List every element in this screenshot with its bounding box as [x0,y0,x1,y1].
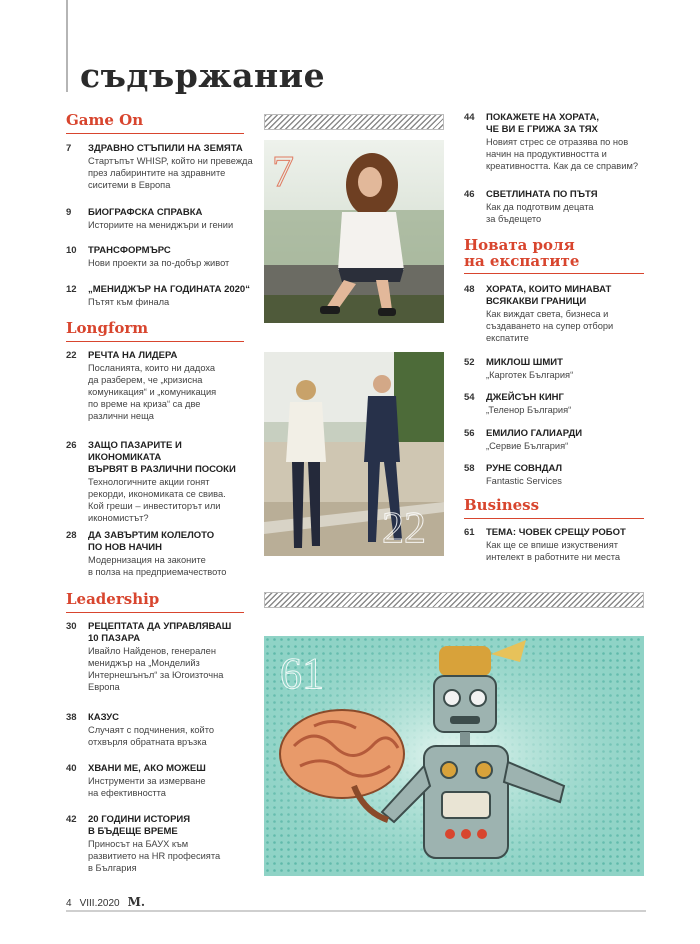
toc-entry[interactable] [464,357,660,381]
entry-title: РЕЧТА НА ЛИДЕРА [88,350,178,361]
entry-description: Как да подготвим децата за бъдещето [486,202,594,224]
page-number: 9 [66,207,72,218]
section-rule [464,273,644,274]
entry-title: ТРАНСФОРМЪРС [88,245,171,256]
entry-description: Fantastic Services [486,476,562,486]
photo-woman-sitting [264,140,444,323]
page-number: 12 [66,284,77,295]
photo-page-number: 7 [272,147,294,196]
section-expats [464,237,644,274]
entry-title: ХВАНИ МЕ, АКО МОЖЕШ [88,763,206,774]
page-number: 26 [66,440,77,451]
entry-description: Инструменти за измерване на ефективността [88,776,206,798]
entry-title: ТЕМА: ЧОВЕК СРЕЩУ РОБОТ [486,527,626,538]
toc-entry[interactable] [66,207,256,231]
entry-title: ЗДРАВНО СТЪПИЛИ НА ЗЕМЯТА [88,143,243,154]
page-title: съдържание [80,56,326,95]
page-number: 58 [464,463,475,474]
toc-entry[interactable] [464,284,660,344]
entry-title: КАЗУС [88,712,120,723]
footer-rule [66,910,646,912]
page-number: 10 [66,245,77,256]
page-number: 54 [464,392,475,403]
toc-entry[interactable] [66,440,256,524]
entry-description: Приносът на БАУХ към развитието на HR професията в България [88,839,221,873]
entry-description: Ивайло Найденов, генерален мениджър на „Монделийз Интернешънъл“ за Югоизточна Европа [88,646,224,692]
toc-entry[interactable] [66,621,256,693]
page-number: 52 [464,357,475,368]
footer-issue: VIII.2020 [79,898,120,909]
hatch-bar [264,114,444,130]
page-footer [66,895,145,909]
entry-title: „МЕНИДЖЪР НА ГОДИНАТА 2020“ [88,284,250,295]
entry-description: Историите на мениджъри и гении [88,220,234,230]
section-rule [66,341,244,342]
title-vertical-rule [66,0,68,92]
section-leadership [66,591,244,613]
section-heading: Longform [66,319,149,337]
entry-title: ХОРАТА, КОИТО МИНАВАТ ВСЯКАКВИ ГРАНИЦИ [486,284,612,307]
toc-entry[interactable] [464,112,660,172]
toc-entry[interactable] [464,189,660,225]
entry-title: РУНЕ СОВНДАЛ [486,463,563,474]
toc-entry[interactable] [464,428,660,452]
entry-title: ПОКАЖЕТЕ НА ХОРАТА, ЧЕ ВИ Е ГРИЖА ЗА ТЯХ [486,112,600,135]
page-number: 40 [66,763,77,774]
entry-description: Пътят към финала [88,297,170,307]
toc-entry[interactable] [464,527,660,563]
entry-description: Как виждат света, бизнеса и създаването на супер отбори експатите [486,309,614,343]
page-number: 30 [66,621,77,632]
section-rule [66,612,244,613]
toc-entry[interactable] [66,530,256,578]
toc-entry[interactable] [66,143,256,191]
entry-title: ДА ЗАВЪРТИМ КОЛЕЛОТО ПО НОВ НАЧИН [88,530,215,553]
photo-leaders-walking [264,352,444,556]
entry-description: „Теленор България“ [486,405,572,415]
page-number: 56 [464,428,475,439]
page-number: 61 [464,527,475,538]
page-number: 42 [66,814,77,825]
page-number: 46 [464,189,475,200]
page-number: 48 [464,284,475,295]
photo-robot-brain [264,636,644,876]
page-number: 38 [66,712,77,723]
section-heading-line2: на експатите [464,252,580,270]
toc-entry[interactable] [464,463,660,487]
photo-page-number: 22 [382,503,426,552]
entry-description: „Сервие България“ [486,441,569,451]
entry-description: Новият стрес се отразява по нов начин на продуктивността и креативността. Как да се справим? [486,137,639,171]
section-rule [66,133,244,134]
entry-title: РЕЦЕПТАТА ДА УПРАВЛЯВАШ 10 ПАЗАРА [88,621,232,644]
section-business [464,497,644,519]
entry-title: МИКЛОШ ШМИТ [486,357,563,368]
entry-description: Посланията, които ни дадоха да разберем, че „кризисна комуникация“ и „комуникация по време на криза“ са две различни неща [88,363,217,421]
toc-entry[interactable] [66,814,256,874]
entry-description: „Карготек България“ [486,370,574,380]
entry-title: 20 ГОДИНИ ИСТОРИЯ В БЪДЕЩЕ ВРЕМЕ [88,814,191,837]
entry-description: Как ще се впише изкуственият интелект в работните ни места [486,540,621,562]
footer-page-number: 4 [66,898,72,909]
hatch-bar [264,592,644,608]
section-heading: Leadership [66,590,160,608]
entry-title: БИОГРАФСКА СПРАВКА [88,207,203,218]
page-number: 22 [66,350,77,361]
section-game-on [66,112,244,134]
page-number: 44 [464,112,475,123]
entry-description: Модернизация на законите в полза на предприемачеството [88,555,227,577]
toc-entry[interactable] [66,245,256,269]
page-number: 28 [66,530,77,541]
entry-description: Случаят с подчинения, който отхвърля обратната връзка [88,725,215,747]
toc-entry[interactable] [464,392,660,416]
section-longform [66,320,244,342]
toc-entry[interactable] [66,350,256,422]
footer-brand: М. [127,895,146,909]
section-rule [464,518,644,519]
section-heading: Game On [66,111,144,129]
page-number: 7 [66,143,72,154]
photo-page-number: 61 [280,649,324,698]
toc-entry[interactable] [66,763,256,799]
entry-title: ДЖЕЙСЪН КИНГ [486,392,564,403]
toc-entry[interactable] [66,284,256,308]
entry-description: Технологичните акции гонят рекорди, икономиката се свива. Кой греши – инвеститорът или икономистът? [88,477,226,523]
section-heading: Business [464,496,540,514]
entry-title: СВЕТЛИНАТА ПО ПЪТЯ [486,189,598,200]
section-heading-line1: Новата роля [464,236,575,254]
entry-title: ЕМИЛИО ГАЛИАРДИ [486,428,583,439]
entry-description: Стартъпът WHISP, който ни превежда през лабиринтите на здравните сиситеми в Европа [88,156,253,190]
toc-entry[interactable] [66,712,256,748]
entry-description: Нови проекти за по-добър живот [88,258,230,268]
entry-title: ЗАЩО ПАЗАРИТЕ И ИКОНОМИКАТА ВЪРВЯТ В РАЗЛИЧНИ ПОСОКИ [88,440,236,475]
